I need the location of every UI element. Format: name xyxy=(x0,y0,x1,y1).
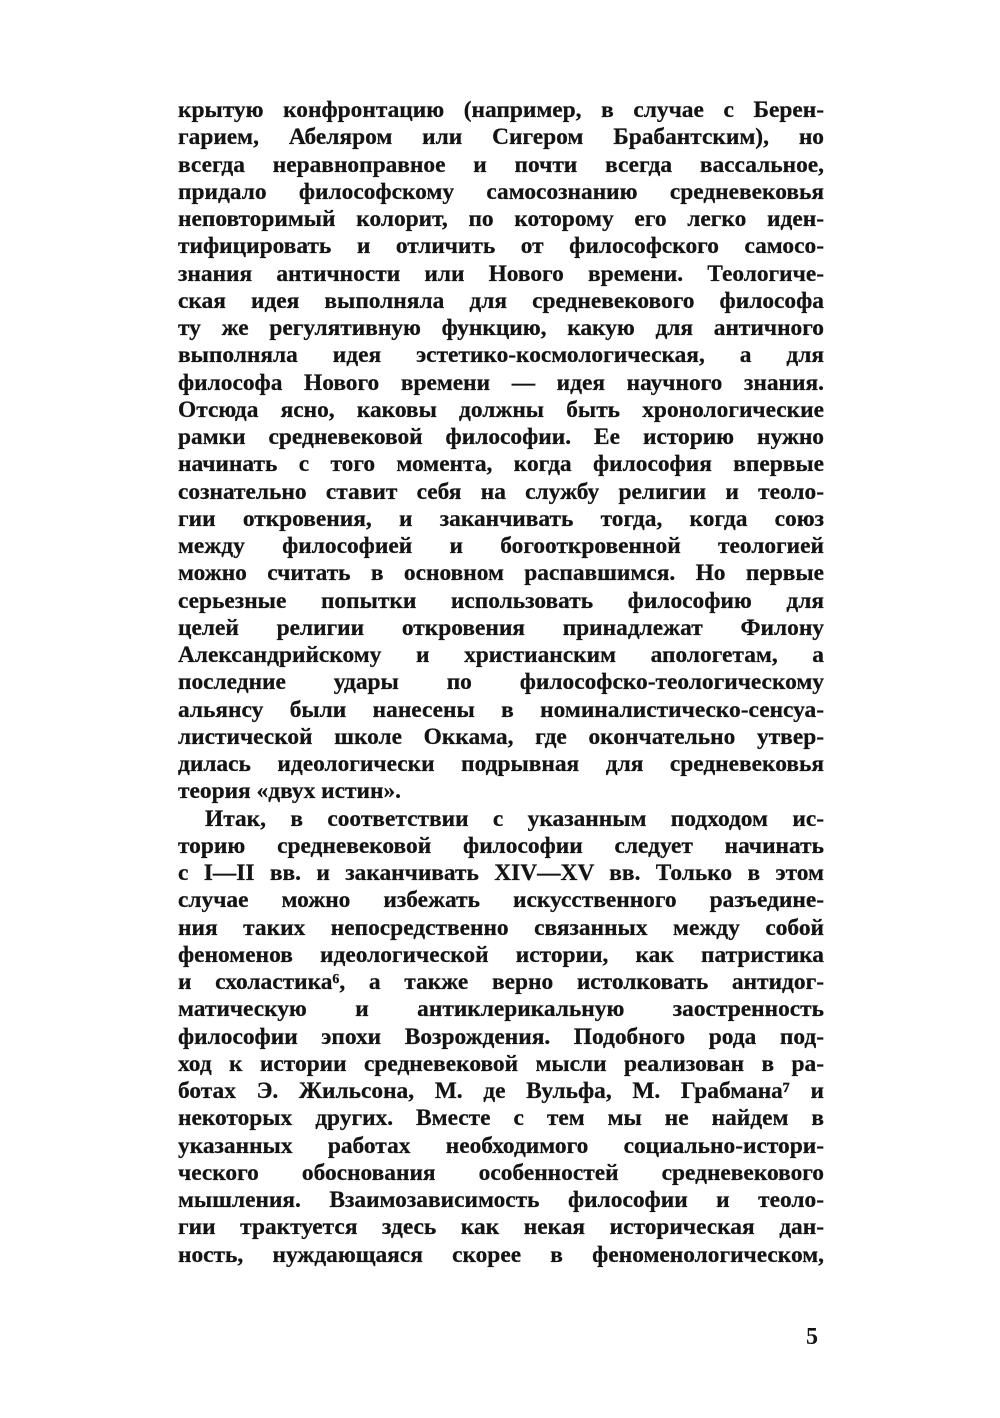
text-line: ческого обоснования особенностей средневекового xyxy=(178,1159,824,1186)
paragraph-2 xyxy=(178,806,824,1269)
text-line: знания античности или Нового времени. Теологиче- xyxy=(178,260,824,287)
text-line: торию средневековой философии следует начинать xyxy=(178,832,824,859)
text-line: случае можно избежать искусственного разъедине- xyxy=(178,887,824,914)
text-line: последние удары по философско-теологическому xyxy=(178,669,824,696)
text-line: придало философскому самосознанию средневековья xyxy=(178,178,824,205)
text-line: ботах Э. Жильсона, М. де Вульфа, М. Грабмана⁷ и xyxy=(178,1078,824,1104)
text-line: можно считать в основном распавшимся. Но первые xyxy=(178,560,824,587)
text-line: с I—II вв. и заканчивать XIV—XV вв. Только в этом xyxy=(178,860,824,886)
text-line: начинать с того момента, когда философия впервые xyxy=(178,451,824,478)
text-line: философа Нового времени — идея научного знания. xyxy=(178,369,824,396)
text-line: ность, нуждающаяся скорее в феноменологическом, xyxy=(178,1241,824,1268)
body-text xyxy=(178,97,824,1269)
text-line: ская идея выполняла для средневекового философа xyxy=(178,287,824,314)
text-line: ход к истории средневековой мысли реализован в ра- xyxy=(178,1050,824,1077)
text-line: листической школе Оккама, где окончательно утвер- xyxy=(178,723,824,750)
text-line: серьезные попытки использовать философию для xyxy=(178,587,824,614)
text-line: всегда неравноправное и почти всегда вассальное, xyxy=(178,151,824,178)
text-line: целей религии откровения принадлежат Филону xyxy=(178,614,824,641)
text-line: рамки средневековой философии. Ее историю нужно xyxy=(178,424,824,450)
text-line: гарием, Абеляром или Сигером Брабантским), но xyxy=(178,124,824,151)
text-line: матическую и антиклерикальную заостренность xyxy=(178,996,824,1023)
text-line: неповторимый колорит, по которому его легко иден- xyxy=(178,206,824,232)
text-line: гии откровения, и заканчивать тогда, когда союз xyxy=(178,505,824,532)
text-line: между философией и богооткровенной теологией xyxy=(178,533,824,559)
text-line: выполняла идея эстетико-космологическая, а для xyxy=(178,342,824,369)
text-line: мышления. Взаимозависимость философии и теоло- xyxy=(178,1187,824,1213)
text-line: указанных работах необходимого социально-истори- xyxy=(178,1132,824,1159)
text-line: Итак, в соответствии с указанным подходом ис- xyxy=(205,805,824,832)
text-line: некоторых других. Вместе с тем мы не найдем в xyxy=(178,1105,824,1132)
text-line: философии эпохи Возрождения. Подобного рода под- xyxy=(178,1023,824,1050)
text-line: ту же регулятивную функцию, какую для античного xyxy=(178,315,824,341)
text-line: теория «двух истин». xyxy=(178,778,401,805)
text-line: Отсюда ясно, каковы должны быть хронологические xyxy=(178,396,824,423)
text-line: гии трактуется здесь как некая историческая дан- xyxy=(178,1214,824,1241)
text-line: сознательно ставит себя на службу религии и теоло- xyxy=(178,478,824,505)
paragraph-1 xyxy=(178,97,824,806)
text-line: альянсу были нанесены в номиналистическо-сенсуа- xyxy=(178,696,824,723)
text-line: феноменов идеологической истории, как патристика xyxy=(178,941,824,968)
text-line: и схоластика⁶, а также верно истолковать антидог- xyxy=(178,969,824,995)
text-line: ния таких непосредственно связанных между собой xyxy=(178,914,824,941)
text-line: Александрийскому и христианским апологетам, а xyxy=(178,642,824,668)
text-line: тифицировать и отличить от философского самосо- xyxy=(178,233,824,260)
text-line: крытую конфронтацию (например, в случае с Берен- xyxy=(178,97,824,123)
page-number: 5 xyxy=(806,1324,818,1350)
text-line: дилась идеологически подрывная для средневековья xyxy=(178,751,824,777)
